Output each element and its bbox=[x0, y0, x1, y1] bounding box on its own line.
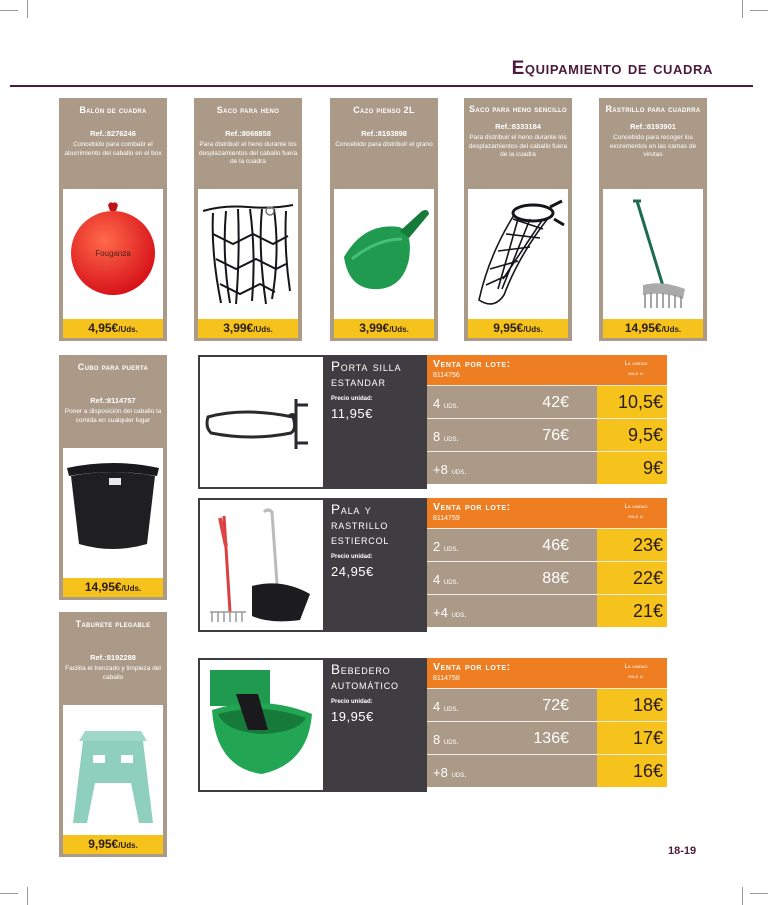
bundle-title: Porta silla estandar bbox=[331, 359, 402, 389]
lot-total: 88€ bbox=[542, 570, 569, 587]
qty: 2 bbox=[433, 539, 441, 554]
qty-unit: uds. bbox=[451, 610, 467, 619]
lot-quantity bbox=[433, 396, 459, 411]
lot-row bbox=[427, 385, 667, 418]
product-price bbox=[468, 319, 568, 338]
product-ref: Ref.:8276246 bbox=[90, 129, 136, 138]
price-value: 3,99€ bbox=[223, 321, 254, 335]
price-value: 9,95€ bbox=[88, 837, 119, 851]
bundle-info-panel bbox=[325, 355, 427, 489]
product-description: Para distribuir el heno durante los desplazamientos del caballo fuera de la cuadra bbox=[198, 141, 298, 165]
product-price bbox=[334, 319, 434, 338]
bundle-image bbox=[198, 658, 325, 792]
lot-ref: 8114756 bbox=[433, 372, 460, 379]
lot-unit-price: 23€ bbox=[597, 529, 667, 561]
product-card-taburete[interactable] bbox=[59, 612, 167, 857]
hay-bag-icon bbox=[468, 189, 568, 319]
qty-unit: uds. bbox=[451, 467, 467, 476]
lot-label: Venta por lote: bbox=[433, 661, 511, 673]
product-description: Concebido para recoger los excrementos en las camas de virutas bbox=[609, 134, 697, 158]
lot-quantity bbox=[433, 765, 466, 780]
product-image bbox=[198, 189, 298, 319]
lot-quantity bbox=[433, 699, 459, 714]
lot-quantity bbox=[433, 732, 459, 747]
bundle-info-panel bbox=[325, 498, 427, 632]
qty: 8 bbox=[433, 429, 441, 444]
product-card-saco-sencillo[interactable] bbox=[464, 98, 572, 341]
bundle-porta-silla[interactable] bbox=[198, 355, 667, 489]
lot-total: 72€ bbox=[542, 697, 569, 714]
qty-unit: uds. bbox=[443, 401, 459, 410]
lot-table-header bbox=[427, 355, 667, 385]
product-price bbox=[63, 578, 163, 597]
lot-row bbox=[427, 594, 667, 627]
bundle-image bbox=[198, 498, 325, 632]
lot-row bbox=[427, 451, 667, 484]
unit-label: La unidad bbox=[624, 504, 648, 510]
product-ref: Ref.:8068858 bbox=[225, 129, 271, 138]
product-ref: Ref.:8193901 bbox=[630, 122, 676, 131]
unit-price: 11,95€ bbox=[331, 406, 373, 421]
crop-mark bbox=[750, 893, 768, 894]
rake-icon bbox=[603, 189, 703, 319]
qty-unit: uds. bbox=[443, 577, 459, 586]
product-image bbox=[603, 189, 703, 319]
product-image bbox=[334, 189, 434, 319]
bundle-bebedero[interactable] bbox=[198, 658, 667, 792]
lot-row bbox=[427, 721, 667, 754]
lot-unit-price: 21€ bbox=[597, 595, 667, 627]
product-name: Cazo pienso 2L bbox=[353, 105, 415, 115]
crop-mark bbox=[27, 887, 28, 905]
unit-price: 19,95€ bbox=[331, 709, 374, 724]
unit-label: La unidad bbox=[624, 361, 648, 367]
lot-ref: 8114758 bbox=[433, 675, 460, 682]
product-card-cubo[interactable] bbox=[59, 355, 167, 600]
lot-row bbox=[427, 754, 667, 787]
product-image bbox=[63, 189, 163, 319]
lot-table-header bbox=[427, 658, 667, 688]
price-unit: /Uds. bbox=[121, 584, 142, 593]
product-description: Concebido para distribuir el grano bbox=[335, 141, 433, 148]
bundle-title: Pala y rastrillo estiercol bbox=[331, 502, 390, 547]
sale-label: sale a: bbox=[628, 514, 644, 520]
qty: +4 bbox=[433, 605, 448, 620]
crop-mark bbox=[750, 10, 768, 11]
lot-label: Venta por lote: bbox=[433, 501, 511, 513]
lot-total: 76€ bbox=[542, 427, 569, 444]
header-divider bbox=[10, 85, 753, 87]
lot-unit-price: 17€ bbox=[597, 722, 667, 754]
price-unit: /Uds. bbox=[523, 325, 543, 334]
crop-mark bbox=[742, 0, 743, 18]
sale-label: sale a: bbox=[628, 371, 644, 377]
page-title: Equipamiento de cuadra bbox=[511, 58, 713, 79]
product-image bbox=[63, 705, 163, 835]
price-label: Precio unidad: bbox=[331, 396, 373, 402]
saddle-rack-icon bbox=[200, 357, 323, 487]
product-description: Concebido para combatir el aburrimiento del caballo en el box bbox=[64, 141, 162, 157]
product-price bbox=[63, 835, 163, 854]
product-description: Poner a disposición del caballo la comida en cualquier lugar bbox=[64, 408, 162, 424]
product-name: Balón de cuadra bbox=[79, 105, 147, 115]
product-image bbox=[468, 189, 568, 319]
crop-mark bbox=[27, 0, 28, 18]
lot-quantity bbox=[433, 539, 459, 554]
lot-table bbox=[427, 658, 667, 787]
qty-unit: uds. bbox=[443, 434, 459, 443]
lot-table-header bbox=[427, 498, 667, 528]
lot-unit-price: 16€ bbox=[597, 755, 667, 787]
lot-quantity bbox=[433, 572, 459, 587]
price-value: 14,95€ bbox=[624, 321, 662, 335]
product-image bbox=[63, 448, 163, 578]
qty: 4 bbox=[433, 396, 441, 411]
bundle-image bbox=[198, 355, 325, 489]
qty: 4 bbox=[433, 699, 441, 714]
lot-row bbox=[427, 528, 667, 561]
product-name: Taburete plegable bbox=[75, 619, 151, 629]
brand-logo: Fouganza bbox=[95, 249, 131, 258]
price-value: 3,99€ bbox=[359, 321, 390, 335]
lot-unit-price: 22€ bbox=[597, 562, 667, 594]
price-unit: /Uds. bbox=[389, 325, 409, 334]
product-card-balon[interactable] bbox=[59, 98, 167, 341]
crop-mark bbox=[0, 893, 18, 894]
product-card-saco-heno[interactable] bbox=[194, 98, 302, 341]
lot-quantity bbox=[433, 462, 466, 477]
product-ref: Ref.:8333184 bbox=[495, 122, 541, 131]
product-price bbox=[63, 319, 163, 338]
lot-row bbox=[427, 688, 667, 721]
lot-unit-price: 10,5€ bbox=[597, 386, 667, 418]
lot-unit-price: 9€ bbox=[597, 452, 667, 484]
price-label: Precio unidad: bbox=[331, 554, 373, 560]
scoop-icon bbox=[334, 189, 434, 319]
qty: 8 bbox=[433, 732, 441, 747]
product-name: Saco para heno sencillo bbox=[469, 104, 567, 114]
product-price bbox=[198, 319, 298, 338]
product-name: Rastrillo para cuadrra bbox=[605, 104, 701, 114]
product-card-rastrillo[interactable] bbox=[599, 98, 707, 341]
lot-unit-price: 18€ bbox=[597, 689, 667, 721]
lot-ref: 8114759 bbox=[433, 515, 460, 522]
lot-total: 136€ bbox=[533, 730, 569, 747]
price-unit: /Uds. bbox=[118, 325, 138, 334]
lot-table bbox=[427, 355, 667, 484]
product-ref: Ref.:8193898 bbox=[361, 129, 407, 138]
product-name: Saco para heno bbox=[216, 105, 280, 115]
bundle-title: Bebedero automático bbox=[331, 662, 399, 692]
shovel-rake-icon bbox=[200, 500, 323, 630]
unit-price: 24,95€ bbox=[331, 564, 374, 579]
lot-row bbox=[427, 561, 667, 594]
price-value: 9,95€ bbox=[493, 321, 524, 335]
qty: 4 bbox=[433, 572, 441, 587]
lot-total: 46€ bbox=[542, 537, 569, 554]
price-unit: /Uds. bbox=[661, 325, 682, 334]
qty-unit: uds. bbox=[443, 704, 459, 713]
product-card-cazo-pienso[interactable] bbox=[330, 98, 438, 341]
price-unit: /Uds. bbox=[118, 841, 138, 850]
qty: +8 bbox=[433, 765, 448, 780]
qty-unit: uds. bbox=[451, 770, 467, 779]
price-value: 14,95€ bbox=[84, 580, 122, 594]
lot-table bbox=[427, 498, 667, 627]
qty-unit: uds. bbox=[443, 737, 459, 746]
product-ref: Ref.:8192288 bbox=[90, 653, 136, 662]
bucket-icon bbox=[63, 448, 163, 578]
page-number: 18-19 bbox=[668, 845, 697, 857]
product-description: Facilita el trenzado y limpieza del caballo bbox=[65, 665, 161, 681]
bundle-info-panel bbox=[325, 658, 427, 792]
bundle-pala-rastrillo[interactable] bbox=[198, 498, 667, 632]
qty-unit: uds. bbox=[443, 544, 459, 553]
water-bowl-icon bbox=[200, 660, 323, 790]
ball-icon bbox=[63, 189, 163, 319]
price-unit: /Uds. bbox=[253, 325, 273, 334]
crop-mark bbox=[0, 10, 18, 11]
product-ref: Ref.:8114757 bbox=[90, 396, 136, 405]
hay-net-icon bbox=[198, 189, 298, 319]
lot-total: 42€ bbox=[542, 394, 569, 411]
lot-quantity bbox=[433, 429, 459, 444]
product-description: Para distribuir el heno durante los desplazamientos del caballo fuera de la cuadra bbox=[468, 134, 568, 158]
product-name: Cubo para puerta bbox=[77, 362, 149, 372]
lot-quantity bbox=[433, 605, 466, 620]
lot-row bbox=[427, 418, 667, 451]
stool-icon bbox=[63, 705, 163, 835]
price-value: 4,95€ bbox=[88, 321, 119, 335]
crop-mark bbox=[742, 887, 743, 905]
qty: +8 bbox=[433, 462, 448, 477]
price-label: Precio unidad: bbox=[331, 699, 373, 705]
product-price bbox=[603, 319, 703, 338]
sale-label: sale a: bbox=[628, 674, 644, 680]
lot-label: Venta por lote: bbox=[433, 358, 511, 370]
unit-label: La unidad bbox=[624, 664, 648, 670]
lot-unit-price: 9,5€ bbox=[597, 419, 667, 451]
